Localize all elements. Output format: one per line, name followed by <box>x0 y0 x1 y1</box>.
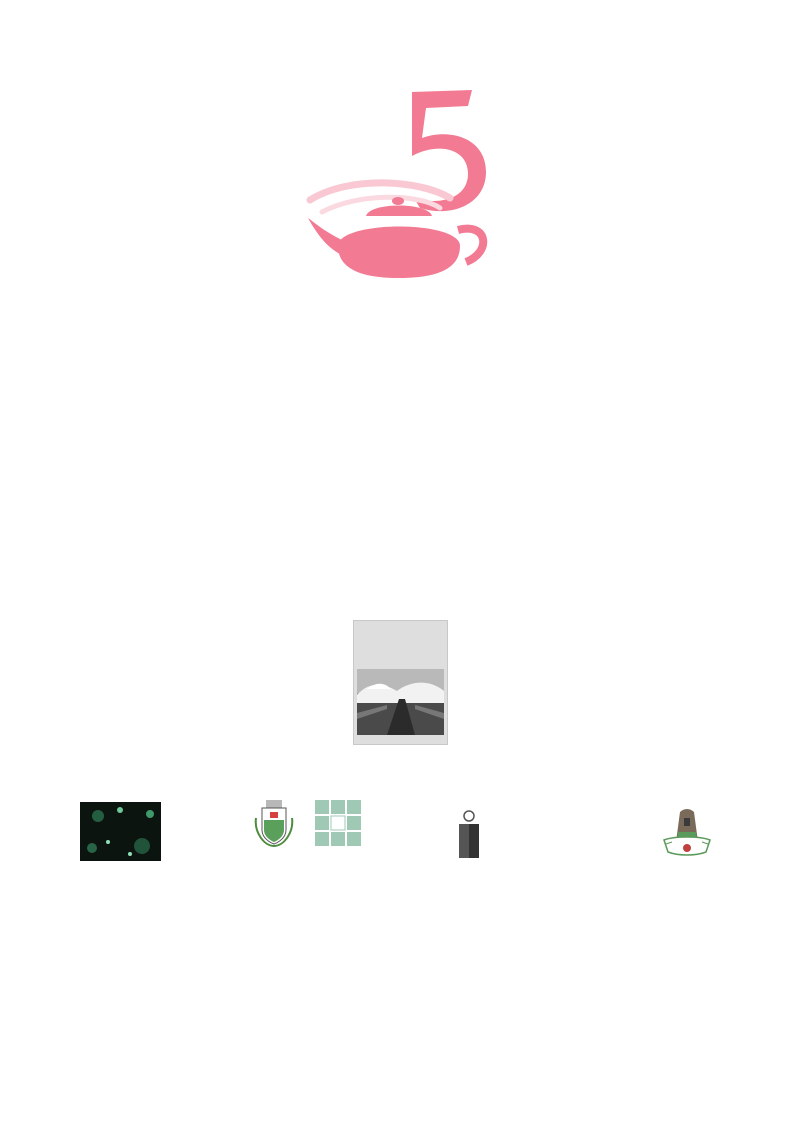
comune-label <box>244 850 304 856</box>
comune-crest-icon <box>244 798 304 850</box>
framestorming-graphic <box>80 802 161 861</box>
unione-label <box>313 850 383 856</box>
te-delle-5-logo <box>300 80 500 285</box>
unione-grid-icon <box>313 798 383 850</box>
comune-fiorano-logo <box>244 798 304 864</box>
inarte-figure-icon <box>455 808 483 860</box>
top-teapot-pattern <box>0 0 794 62</box>
circolo-nuraghe-logo <box>662 802 712 860</box>
framestorming-logo <box>80 802 161 861</box>
book-cover <box>353 620 448 745</box>
bottom-teapot-pattern <box>0 884 794 1123</box>
inarte-logo <box>455 808 557 860</box>
teapot-logo-graphic <box>300 80 500 285</box>
book-cover-photo <box>357 669 444 735</box>
unione-comuni-logo <box>313 798 383 864</box>
